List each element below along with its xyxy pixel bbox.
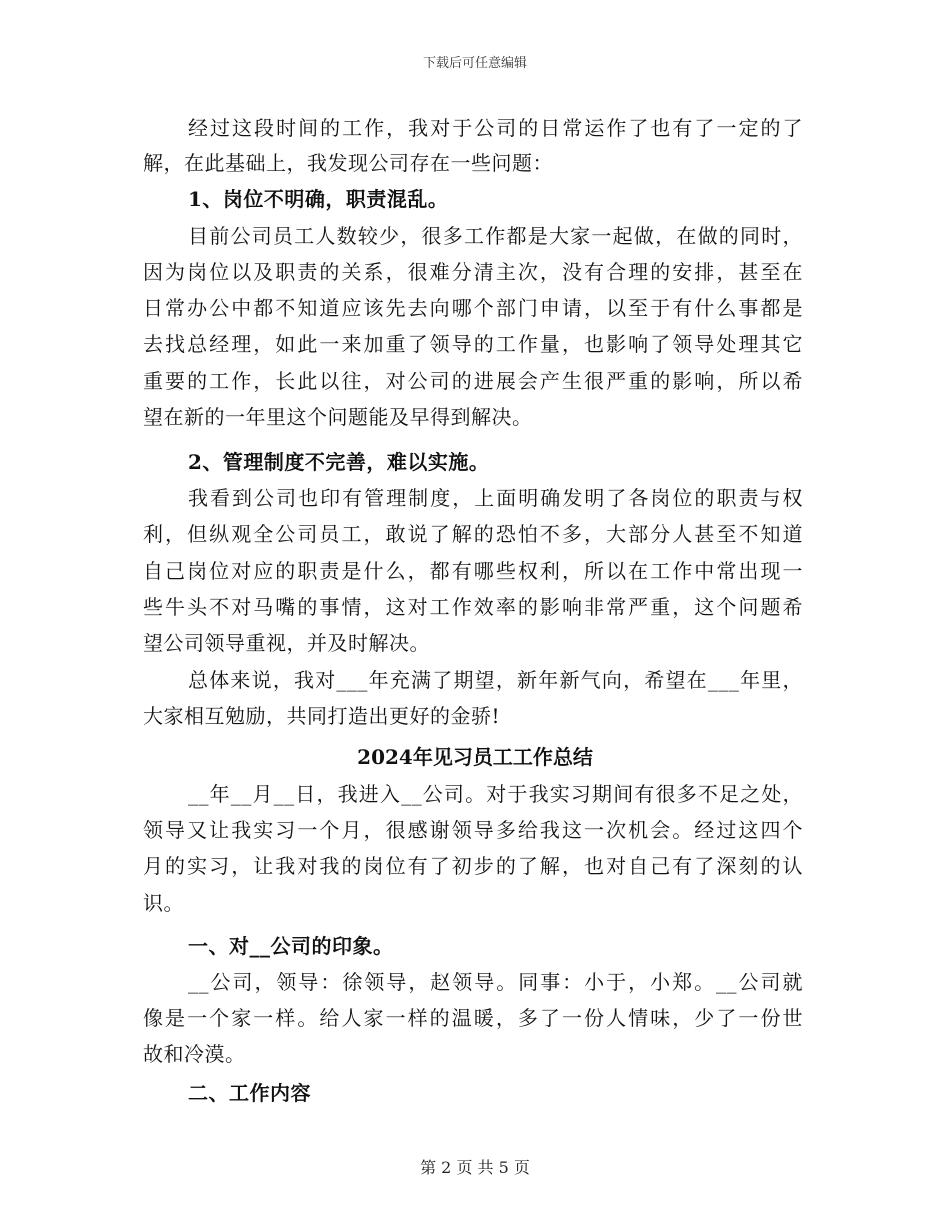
section-heading: 2、管理制度不完善，难以实施。: [188, 450, 490, 474]
paragraph-line: 识。: [143, 891, 184, 915]
paragraph-line: 去找总经理，如此一来加重了领导的工作量，也影响了领导处理其它: [143, 332, 803, 356]
page-footer: 第 2 页 共 5 页: [420, 1158, 530, 1177]
paragraph-line: 领导又让我实习一个月，很感谢领导多给我这一次机会。经过这四个: [143, 818, 803, 842]
document-title: 2024年见习员工工作总结: [357, 745, 593, 769]
paragraph-line: 经过这段时间的工作，我对于公司的日常运作了也有了一定的了: [188, 116, 803, 140]
paragraph-line: 望在新的一年里这个问题能及早得到解决。: [143, 405, 533, 429]
section-heading: 1、岗位不明确，职责混乱。: [188, 187, 449, 211]
paragraph-line: 利，但纵观全公司员工，敢说了解的恐怕不多，大部分人甚至不知道: [143, 522, 803, 546]
paragraph-line: 些牛头不对马嘴的事情，这对工作效率的影响非常严重，这个问题希: [143, 595, 803, 619]
paragraph-line: 自己岗位对应的职责是什么，都有哪些权利，所以在工作中常出现一: [143, 559, 803, 583]
paragraph-line: 故和冷漠。: [143, 1042, 246, 1066]
paragraph-line: 解，在此基础上，我发现公司存在一些问题：: [143, 151, 553, 175]
paragraph-line: 总体来说，我对___年充满了期望，新年新气向，希望在___年里，: [188, 668, 803, 692]
paragraph-line: 像是一个家一样。给人家一样的温暖，多了一份人情味，少了一份世: [143, 1006, 803, 1030]
paragraph-line: 大家相互勉励，共同打造出更好的金骄!: [143, 704, 501, 728]
paragraph-line: __年__月__日，我进入__公司。对于我实习期间有很多不足之处，: [188, 782, 803, 806]
page-header: 下载后可任意编辑: [422, 56, 527, 71]
paragraph-line: 我看到公司也印有管理制度，上面明确发明了各岗位的职责与权: [188, 486, 803, 510]
section-heading: 一、对__公司的印象。: [188, 934, 394, 958]
paragraph-line: 望公司领导重视，并及时解决。: [143, 631, 430, 655]
paragraph-line: 目前公司员工人数较少，很多工作都是大家一起做，在做的同时，: [188, 224, 803, 248]
section-heading: 二、工作内容: [188, 1081, 311, 1105]
paragraph-line: 日常办公中都不知道应该先去向哪个部门申请，以至于有什么事都是: [143, 296, 803, 320]
paragraph-line: 月的实习，让我对我的岗位有了初步的了解，也对自己有了深刻的认: [143, 854, 803, 878]
paragraph-line: __公司，领导：徐领导，赵领导。同事：小于，小郑。__公司就: [188, 970, 803, 994]
paragraph-line: 重要的工作，长此以往，对公司的进展会产生很严重的影响，所以希: [143, 369, 803, 393]
paragraph-line: 因为岗位以及职责的关系，很难分清主次，没有合理的安排，甚至在: [143, 260, 803, 284]
